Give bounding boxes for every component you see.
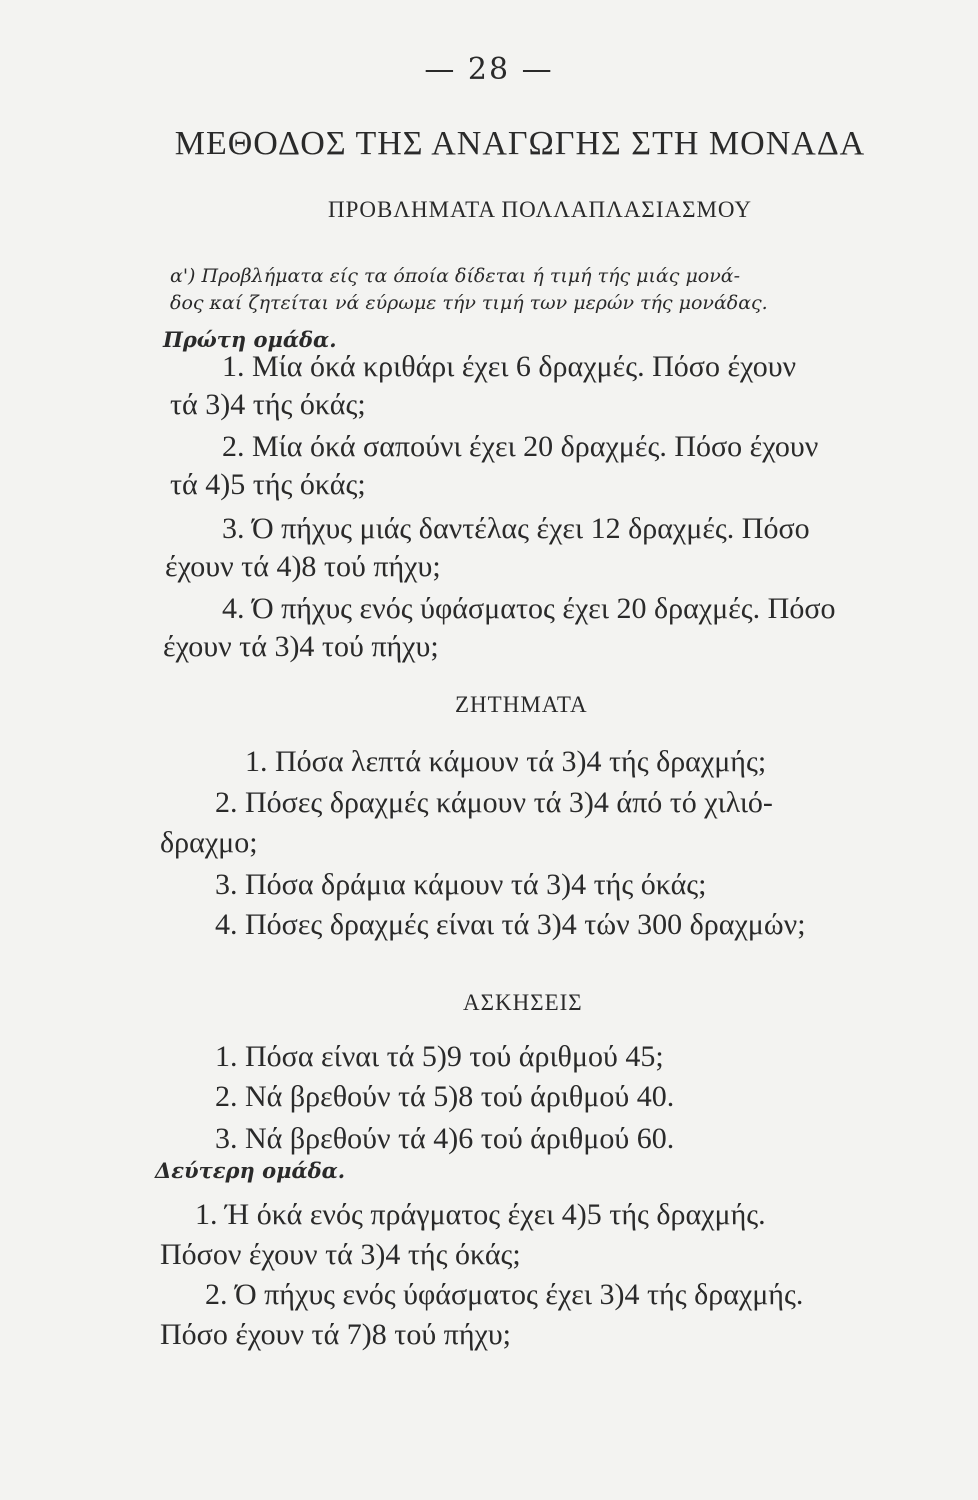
problem-2-line-1: 2. Μία όκά σαπούνι έχει 20 δραχμές. Πόσο έχουν: [222, 430, 819, 463]
zitima-2-line-1: 2. Πόσες δραχμές κάμουν τά 3)4 άπό τό χιλιό-: [215, 786, 773, 819]
askiseis-heading: ΑΣΚΗΣΕΙΣ: [463, 990, 583, 1015]
zitima-3: 3. Πόσα δράμια κάμουν τά 3)4 τής όκάς;: [215, 868, 707, 901]
zitima-1: 1. Πόσα λεπτά κάμουν τά 3)4 τής δραχμής;: [245, 745, 767, 778]
askisi-2: 2. Νά βρεθούν τά 5)8 τού άριθμού 40.: [215, 1080, 675, 1113]
problem-4-line-1: 4. Ό πήχυς ενός ύφάσματος έχει 20 δραχμές. Πόσο: [222, 592, 836, 625]
askisi-3: 3. Νά βρεθούν τά 4)6 τού άριθμού 60.: [215, 1122, 675, 1155]
chapter-title: ΜΕΘΟΔΟΣ ΤΗΣ ΑΝΑΓΩΓΗΣ ΣΤΗ ΜΟΝΑΔΑ: [174, 125, 866, 162]
group2-problem-2-line-2: Πόσο έχουν τά 7)8 τού πήχυ;: [160, 1318, 512, 1351]
zitima-4: 4. Πόσες δραχμές είναι τά 3)4 τών 300 δραχμών;: [215, 908, 806, 941]
problem-3-line-2: έχουν τά 4)8 τού πήχυ;: [165, 550, 441, 583]
group2-problem-1-line-1: 1. Ή όκά ενός πράγματος έχει 4)5 τής δραχμής.: [195, 1198, 766, 1231]
problem-1-line-1: 1. Μία όκά κριθάρι έχει 6 δραχμές. Πόσο έχουν: [222, 350, 797, 383]
askisi-1: 1. Πόσα είναι τά 5)9 τού άριθμού 45;: [215, 1040, 664, 1073]
group1-heading: Πρώτη ομάδα.: [163, 327, 337, 352]
problem-4-line-2: έχουν τά 3)4 τού πήχυ;: [163, 630, 439, 663]
group2-problem-1-line-2: Πόσον έχουν τά 3)4 τής όκάς;: [160, 1238, 521, 1271]
group2-heading: Δεύτερη ομάδα.: [155, 1158, 346, 1183]
zitima-2-line-2: δραχμο;: [160, 826, 258, 859]
page-number: — 28 —: [424, 52, 554, 87]
chapter-subtitle: ΠΡΟΒΛΗΜΑΤΑ ΠΟΛΛΑΠΛΑΣΙΑΣΜΟΥ: [327, 197, 753, 222]
problem-2-line-2: τά 4)5 τής όκάς;: [170, 468, 366, 501]
problem-1-line-2: τά 3)4 τής όκάς;: [170, 388, 366, 421]
intro-line-1: α') Προβλήματα είς τα όποία δίδεται ή τιμή τής μιάς μονά-: [170, 265, 741, 287]
zitimata-heading: ΖΗΤΗΜΑΤΑ: [455, 692, 588, 717]
intro-line-2: δος καί ζητείται νά εύρωμε τήν τιμή των μερών τής μονάδας.: [170, 292, 768, 314]
problem-3-line-1: 3. Ό πήχυς μιάς δαντέλας έχει 12 δραχμές. Πόσο: [222, 512, 810, 545]
group2-problem-2-line-1: 2. Ό πήχυς ενός ύφάσματος έχει 3)4 τής δραχμής.: [205, 1278, 804, 1311]
